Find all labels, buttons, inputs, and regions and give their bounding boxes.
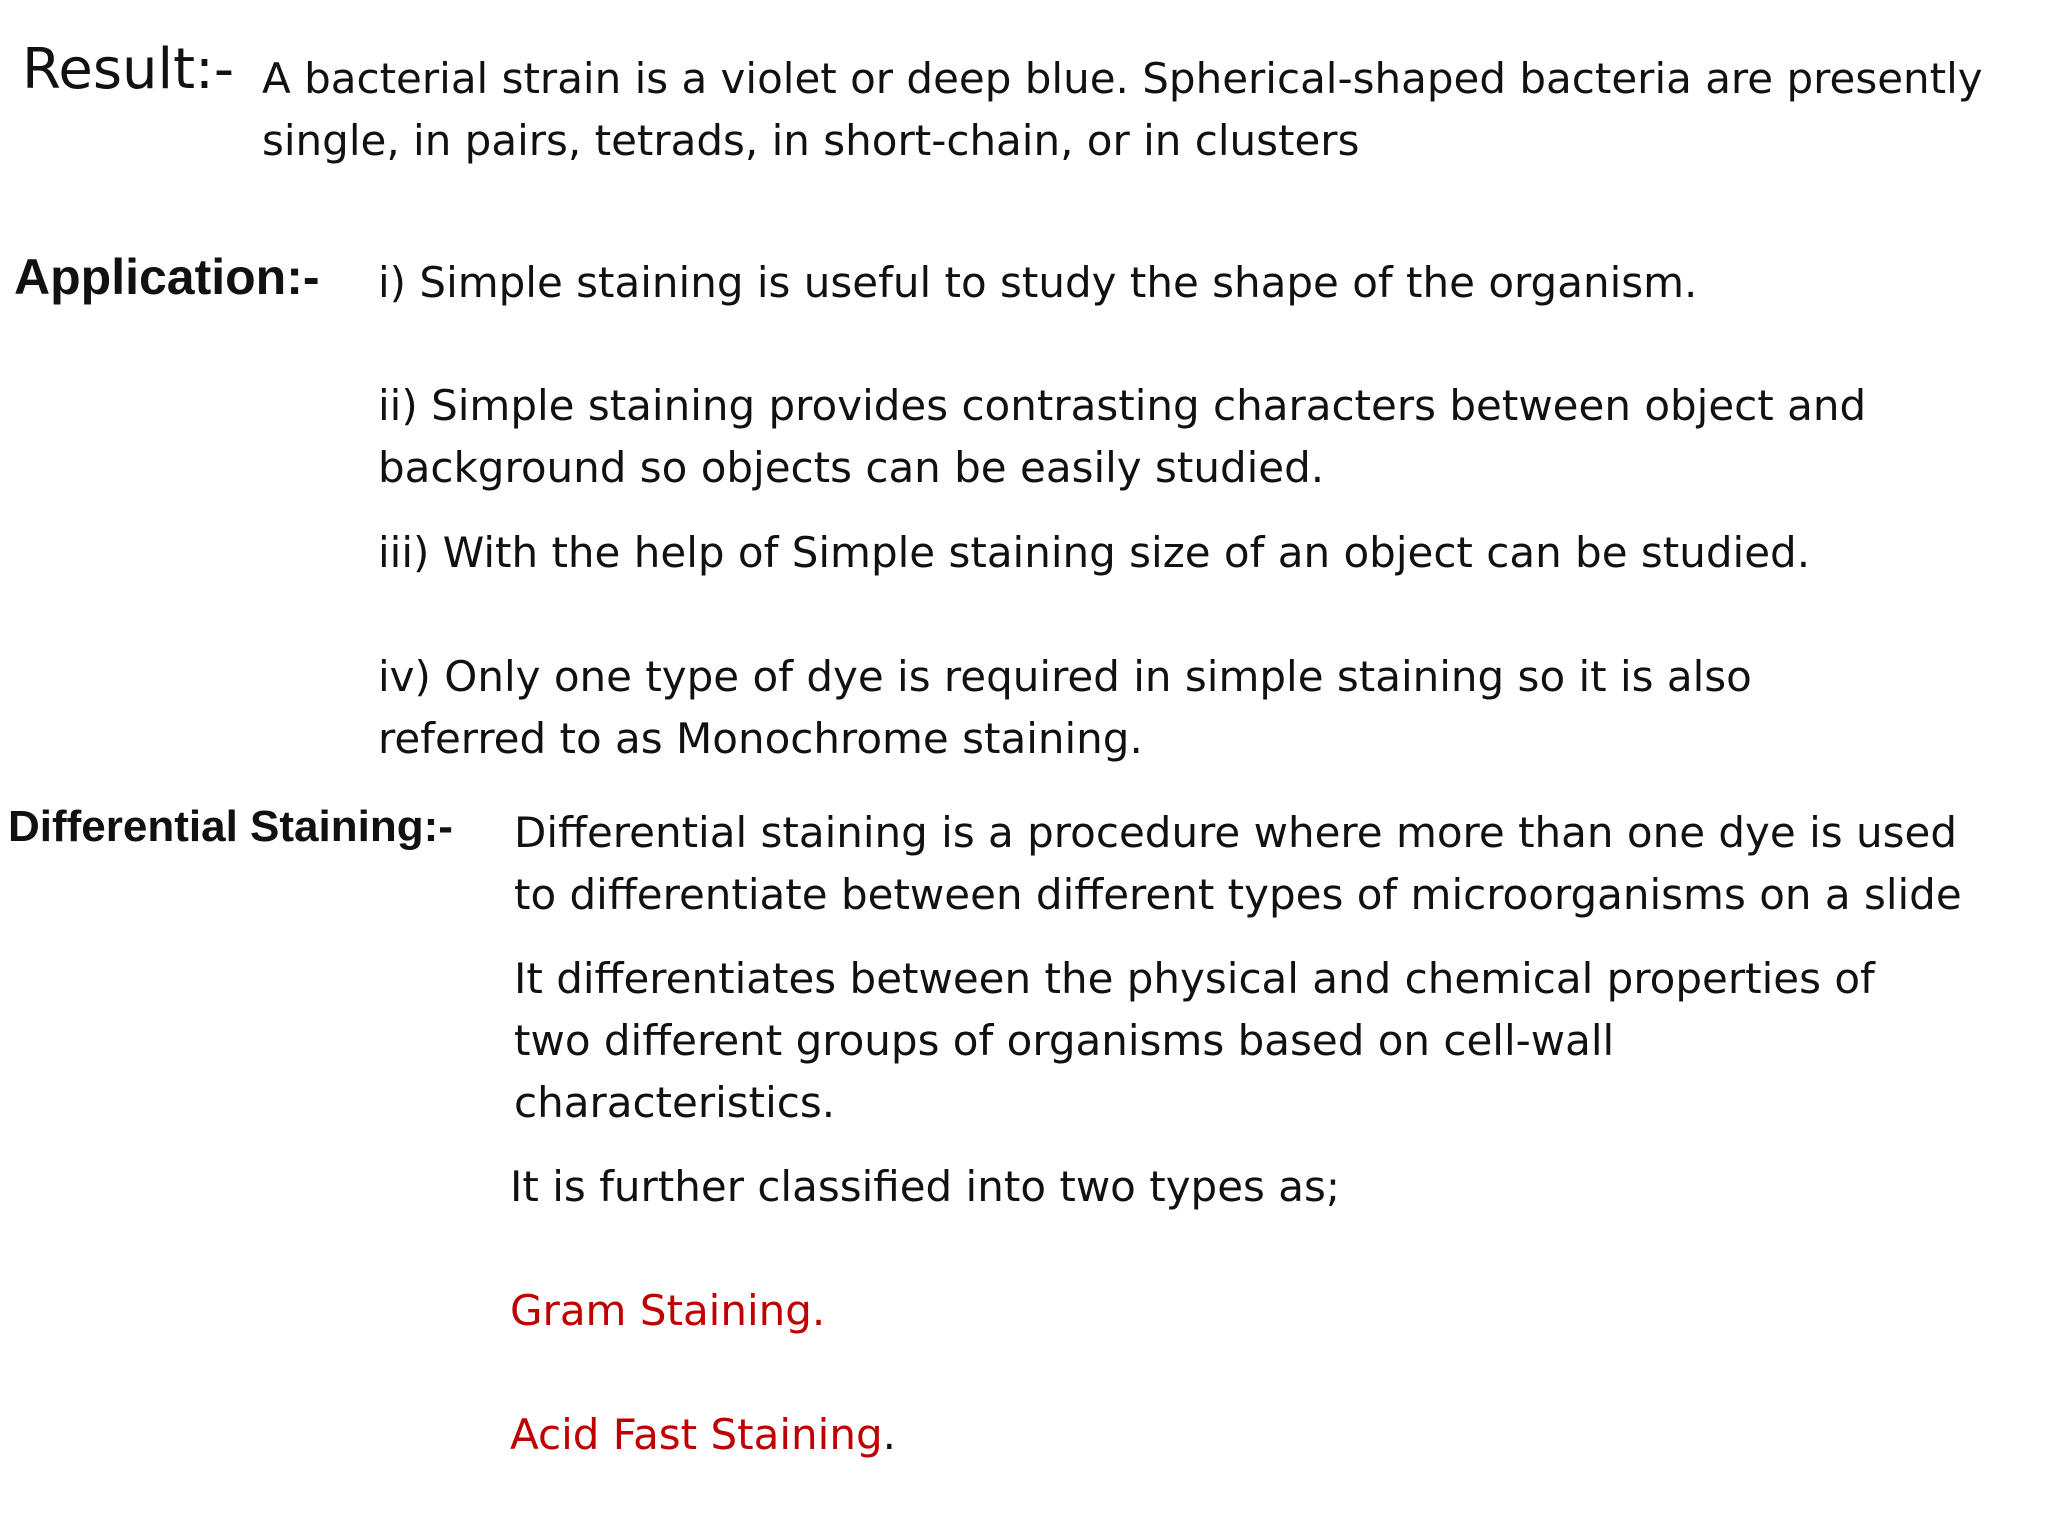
differential-line: It differentiates between the physical and chemical properties of	[514, 954, 1875, 1003]
differential-line: Differential staining is a procedure where more than one dye is used	[514, 808, 1957, 857]
acid-fast-staining-label: Acid Fast Staining	[510, 1410, 883, 1459]
classification-intro: It is further classified into two types as;	[510, 1162, 1341, 1211]
result-heading: Result:-	[22, 37, 235, 102]
application-heading: Application:-	[14, 249, 320, 305]
acid-fast-period: .	[882, 1410, 896, 1459]
application-line: iii) With the help of Simple staining size of an object can be studied.	[378, 528, 1811, 577]
differential-paragraph-1	[514, 802, 1962, 926]
gram-staining-item: Gram Staining.	[510, 1286, 826, 1335]
differential-line: to differentiate between different types of microorganisms on a slide	[514, 870, 1962, 919]
differential-paragraph-2	[514, 948, 1875, 1134]
result-text	[262, 48, 1983, 172]
application-item-2	[378, 375, 1866, 499]
application-line: ii) Simple staining provides contrasting characters between object and	[378, 381, 1867, 430]
application-item-3	[378, 522, 1810, 584]
application-line: referred to as Monochrome staining.	[378, 714, 1143, 763]
application-line: iv) Only one type of dye is required in simple staining so it is also	[378, 652, 1752, 701]
application-line: background so objects can be easily studied.	[378, 443, 1325, 492]
result-line: single, in pairs, tetrads, in short-chain, or in clusters	[262, 116, 1360, 165]
differential-heading: Differential Staining:-	[8, 802, 453, 851]
differential-line: two different groups of organisms based on cell-wall	[514, 1016, 1615, 1065]
application-item-4	[378, 646, 1752, 770]
application-line: i) Simple staining is useful to study the shape of the organism.	[378, 258, 1698, 307]
result-line: A bacterial strain is a violet or deep blue. Spherical-shaped bacteria are presently	[262, 54, 1983, 103]
differential-line: characteristics.	[514, 1078, 836, 1127]
acid-fast-staining-item	[510, 1404, 896, 1466]
application-item-1	[378, 252, 1697, 314]
